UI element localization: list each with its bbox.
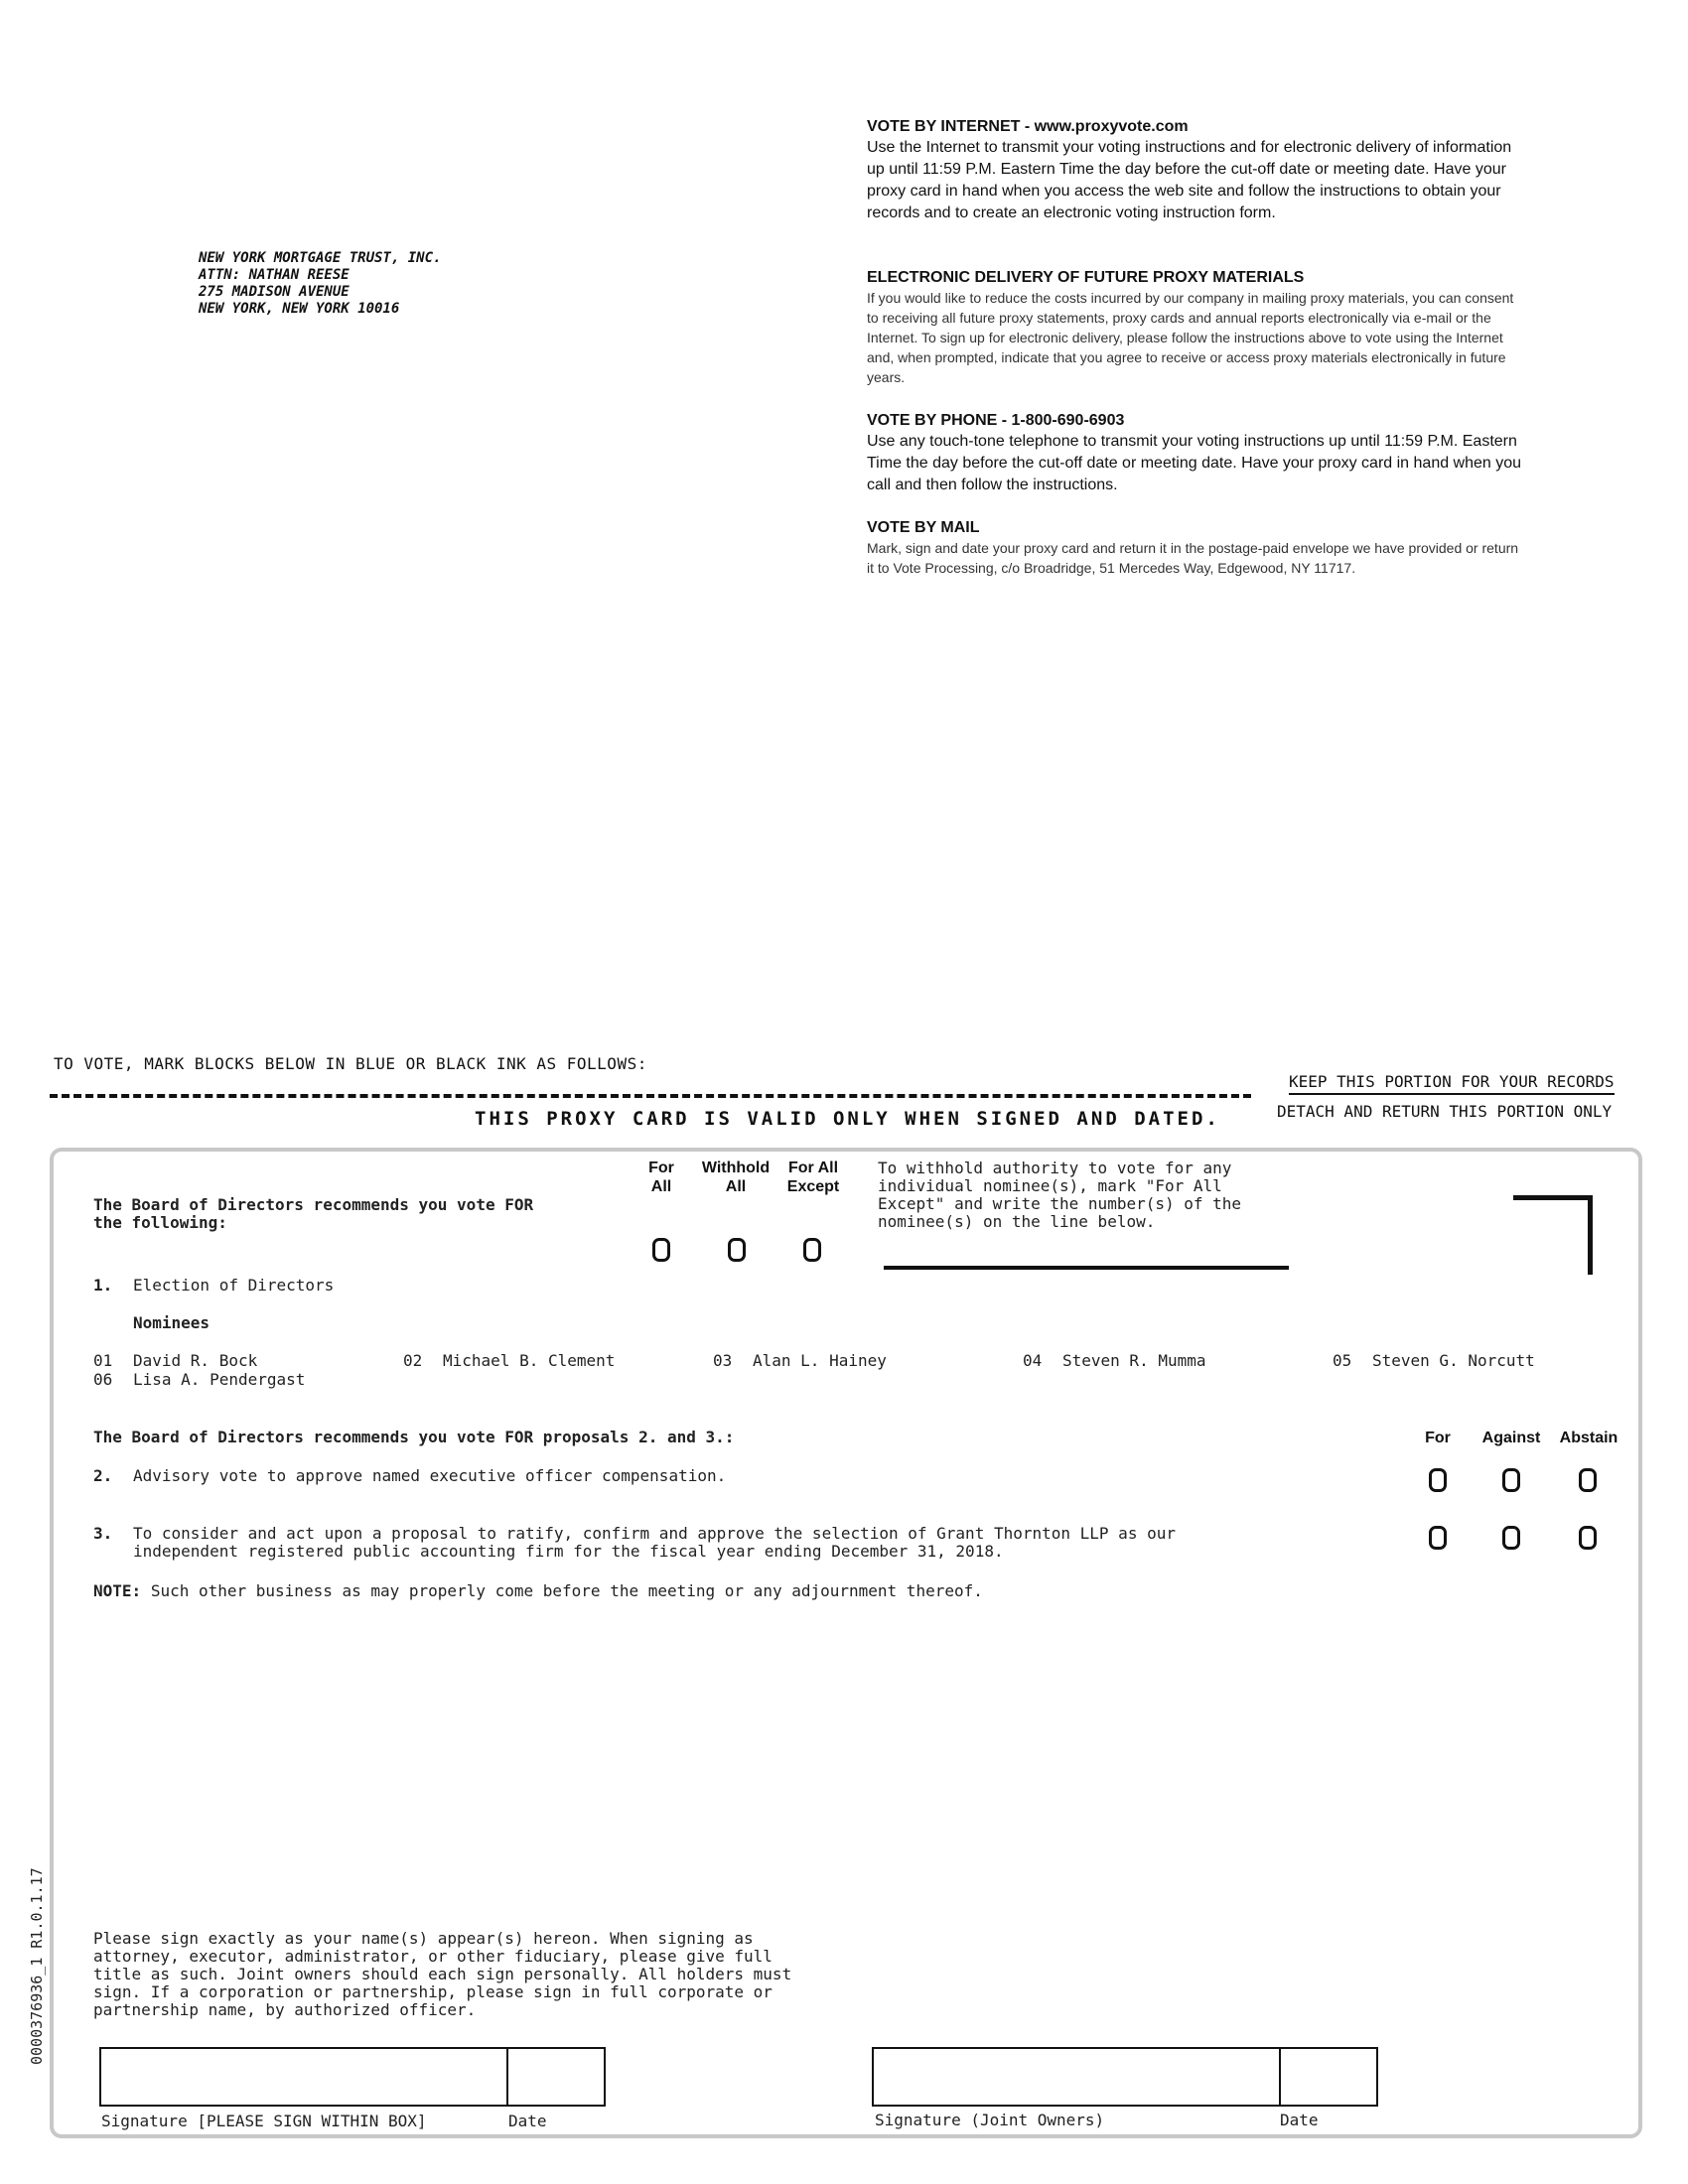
vote-by-internet-text: Use the Internet to transmit your voting instructions and for electronic delivery of information up until 11:59 P.M. Eastern Time the day before the cut-off date or meeting date. Have your proxy card in hand when you access the web site and follow the instructions to obtain your records and to create an electronic voting instruction form.: [867, 139, 1512, 221]
electronic-delivery-title: ELECTRONIC DELIVERY OF FUTURE PROXY MATERIALS: [867, 269, 1305, 286]
registration-mark: [1513, 1195, 1593, 1275]
vote-by-mail-section: [867, 518, 1522, 578]
vote-by-phone-title: VOTE BY PHONE - 1-800-690-6903: [867, 412, 1125, 429]
withhold-instructions: [878, 1160, 1295, 1231]
signature-date-divider: [1279, 2049, 1281, 2105]
nominee-name: Steven G. Norcutt: [1372, 1351, 1535, 1370]
header-text: For: [648, 1160, 674, 1176]
keep-portion-label: KEEP THIS PORTION FOR YOUR RECORDS: [1289, 1072, 1615, 1095]
nominee-number: 06: [93, 1370, 113, 1389]
item-3-line: To consider and act upon a proposal to ratify, confirm and approve the selection of Grant Thornton LLP as our: [133, 1524, 1176, 1543]
vote-by-phone-text: Use any touch-tone telephone to transmit your voting instructions up until 11:59 P.M. Eastern Time the day before the cut-off date or meeting date. Have your proxy card in hand when you call and then follow the instructions.: [867, 433, 1522, 493]
withhold-instruction-line: individual nominee(s), mark "For All: [878, 1176, 1222, 1195]
joint-signature-box[interactable]: [872, 2047, 1378, 2107]
signing-instruction-line: attorney, executor, administrator, or other fiduciary, please give full: [93, 1947, 773, 1966]
nominee-number: 01: [93, 1351, 113, 1370]
mark-instructions: TO VOTE, MARK BLOCKS BELOW IN BLUE OR BLACK INK AS FOLLOWS:: [54, 1054, 647, 1073]
electronic-delivery-text: If you would like to reduce the costs incurred by our company in mailing proxy materials, you can consent to receiving all future proxy statements, proxy cards and annual reports electronically via e-mail or the Internet. To sign up for electronic delivery, please follow the instructions above to vote using the Internet and, when prompted, indicate that you agree to receive or access proxy materials electronically in future years.: [867, 290, 1514, 385]
nominee-number: 04: [1023, 1351, 1043, 1370]
board-recommendation-1: [93, 1196, 533, 1232]
recommendation-text: The Board of Directors recommends you vote FOR: [93, 1195, 534, 1214]
nominee-name: Steven R. Mumma: [1062, 1351, 1206, 1370]
detach-return-label: DETACH AND RETURN THIS PORTION ONLY: [1277, 1102, 1613, 1121]
nominee-item: [1333, 1352, 1351, 1370]
form-code: 0000376936_1 R1.0.1.17: [28, 1867, 46, 2065]
recommendation-text: the following:: [93, 1213, 227, 1232]
signing-instruction-line: Please sign exactly as your name(s) appear(s) hereon. When signing as: [93, 1929, 754, 1948]
nominee-name: Alan L. Hainey: [753, 1351, 887, 1370]
vote-by-mail-text: Mark, sign and date your proxy card and return it in the postage-paid envelope we have provided or return it to Vote Processing, c/o Broadridge, 51 Mercedes Way, Edgewood, NY 11717.: [867, 540, 1519, 576]
signature-label: Signature [PLEASE SIGN WITHIN BOX]: [101, 2112, 427, 2130]
joint-signature-label: Signature (Joint Owners): [875, 2111, 1105, 2129]
nominee-name: David R. Bock: [133, 1351, 258, 1370]
nominee-item: [1023, 1352, 1042, 1370]
item-3-line: independent registered public accounting firm for the fiscal year ending December 31, 2018.: [133, 1542, 1004, 1561]
nominee-name: Lisa A. Pendergast: [133, 1370, 306, 1389]
signing-instruction-line: title as such. Joint owners should each sign personally. All holders must: [93, 1965, 792, 1983]
vote-by-mail-title: VOTE BY MAIL: [867, 519, 980, 536]
board-recommendation-2: The Board of Directors recommends you vote FOR proposals 2. and 3.:: [93, 1428, 735, 1446]
nominee-number: 02: [403, 1351, 423, 1370]
signing-instruction-line: sign. If a corporation or partnership, please sign in full corporate or: [93, 1982, 773, 2001]
signing-instruction-line: partnership name, by authorized officer.: [93, 2000, 477, 2019]
header-text: For All: [787, 1160, 839, 1176]
withhold-instruction-line: nominee(s) on the line below.: [878, 1212, 1156, 1231]
vote-by-internet-title: VOTE BY INTERNET - www.proxyvote.com: [867, 118, 1189, 135]
nominee-number: 05: [1333, 1351, 1352, 1370]
note: [93, 1582, 983, 1600]
nominee-item: [403, 1352, 422, 1370]
withhold-all-header: [690, 1159, 781, 1196]
item-3-number: 3.: [93, 1524, 113, 1543]
item-3-text: [133, 1525, 1176, 1561]
address-line: ATTN: NATHAN REESE: [199, 267, 350, 283]
withhold-all-checkbox[interactable]: [728, 1238, 746, 1262]
note-text: Such other business as may properly come before the meeting or any adjournment thereof.: [150, 1581, 983, 1600]
address-line: NEW YORK, NEW YORK 10016: [199, 301, 400, 317]
address-line: NEW YORK MORTGAGE TRUST, INC.: [199, 250, 442, 266]
item-3-abstain-checkbox[interactable]: [1579, 1526, 1597, 1550]
valid-only-notice: THIS PROXY CARD IS VALID ONLY WHEN SIGNED AND DATED.: [475, 1108, 1220, 1130]
item-2-text: Advisory vote to approve named executive officer compensation.: [133, 1466, 727, 1485]
item-1-text: Election of Directors: [133, 1276, 335, 1295]
item-2-for-checkbox[interactable]: [1429, 1468, 1447, 1492]
for-all-except-header: [774, 1159, 852, 1196]
header-text: Except: [786, 1178, 840, 1195]
nominee-item: [93, 1352, 112, 1370]
for-all-header: [626, 1159, 697, 1196]
nominee-name: Michael B. Clement: [443, 1351, 616, 1370]
signing-instructions: [93, 1930, 791, 2019]
withhold-instruction-line: To withhold authority to vote for any: [878, 1159, 1232, 1177]
date-label: Date: [1280, 2111, 1319, 2129]
nominee-item: [93, 1371, 112, 1389]
against-header: Against: [1481, 1430, 1541, 1446]
for-header: For: [1425, 1430, 1451, 1446]
nominee-number-write-line[interactable]: [884, 1266, 1289, 1270]
return-address: [199, 250, 441, 318]
item-2-number: 2.: [93, 1466, 113, 1485]
nominee-item: [713, 1352, 732, 1370]
nominee-number: 03: [713, 1351, 733, 1370]
for-all-except-checkbox[interactable]: [803, 1238, 821, 1262]
for-all-checkbox[interactable]: [652, 1238, 670, 1262]
detach-line: [50, 1094, 1251, 1098]
item-3-against-checkbox[interactable]: [1502, 1526, 1520, 1550]
withhold-instruction-line: Except" and write the number(s) of the: [878, 1194, 1242, 1213]
abstain-header: Abstain: [1559, 1430, 1618, 1446]
item-3-for-checkbox[interactable]: [1429, 1526, 1447, 1550]
vote-by-phone-section: [867, 411, 1522, 496]
header-text: Withhold: [701, 1160, 771, 1176]
electronic-delivery-section: [867, 268, 1522, 387]
nominees-label: Nominees: [133, 1313, 211, 1332]
note-label: NOTE:: [93, 1581, 142, 1600]
date-label: Date: [508, 2112, 547, 2130]
header-text: All: [725, 1178, 747, 1195]
signature-box[interactable]: [99, 2047, 606, 2107]
item-1-number: 1.: [93, 1276, 113, 1295]
header-text: All: [650, 1178, 672, 1195]
item-2-abstain-checkbox[interactable]: [1579, 1468, 1597, 1492]
item-2-against-checkbox[interactable]: [1502, 1468, 1520, 1492]
signature-date-divider: [506, 2049, 508, 2105]
address-line: 275 MADISON AVENUE: [199, 284, 350, 300]
vote-by-internet-section: [867, 117, 1522, 224]
